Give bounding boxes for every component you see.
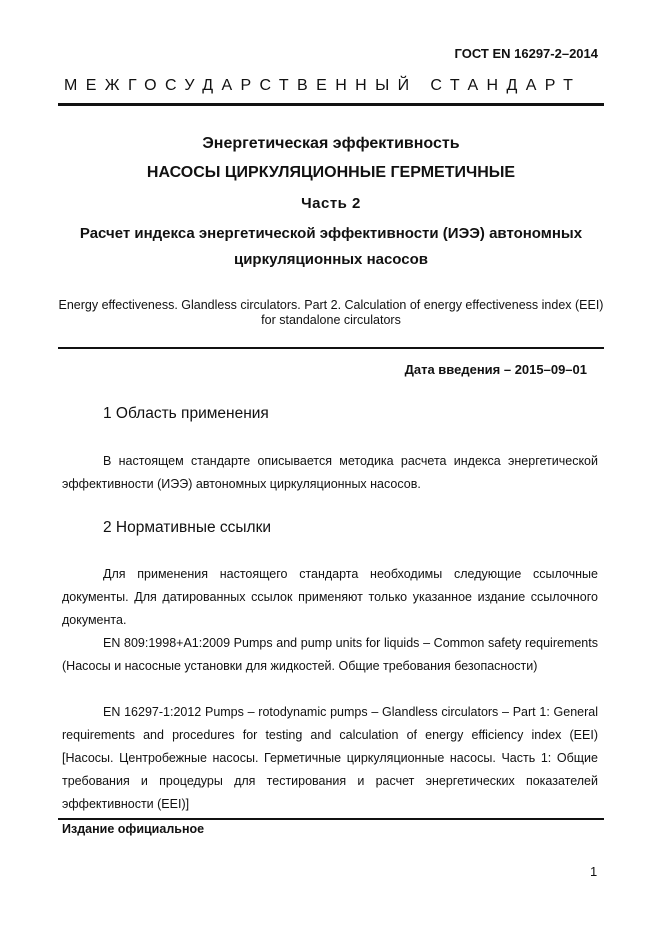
official-edition-label: Издание официальное <box>62 822 205 836</box>
title-part: Часть 2 <box>301 195 361 212</box>
paragraph-reference-en809: EN 809:1998+A1:2009 Pumps and pump units for liquids – Common safety requirements (Насосы и насосные установки для жидкостей. Общие требования безопасности) <box>62 636 598 673</box>
title-line-2: НАСОСЫ ЦИРКУЛЯЦИОННЫЕ ГЕРМЕТИЧНЫЕ <box>146 164 516 181</box>
paragraph-references-intro: Для применения настоящего стандарта необходимы следующие ссылочные документы. Для датированных ссылок применяют только указанное издание ссылочного документа. <box>62 567 598 627</box>
paragraph-reference-en16297-1: EN 16297-1:2012 Pumps – rotodynamic pumps – Glandless circulators – Part 1: General requirements and procedures for testing and calculation of energy efficiency index (EEI) [Насосы. Центробежные насосы. Герметичные циркуляционные насосы. Часть 1: Общие требования и процедуры для тестирования и расчет энергетических показателей эффективности (EEI)] <box>62 705 598 811</box>
title-line-1: Энергетическая эффективность <box>202 135 460 152</box>
footer-divider <box>58 818 604 820</box>
english-title: Energy effectiveness. Glandless circulators. Part 2. Calculation of energy effectiveness index (EEI) for standalone circulators <box>58 298 604 327</box>
page-number: 1 <box>590 864 598 879</box>
section-heading-scope: 1 Область применения <box>103 405 269 422</box>
introduction-date: Дата введения – 2015–09–01 <box>404 362 587 377</box>
document-id: ГОСТ EN 16297-2–2014 <box>454 46 598 61</box>
title-subtitle: Расчет индекса энергетической эффективности (ИЭЭ) автономных циркуляционных насосов <box>79 225 583 268</box>
title-divider <box>58 347 604 349</box>
section-heading-normative-references: 2 Нормативные ссылки <box>103 519 272 536</box>
top-divider <box>58 103 604 106</box>
paragraph-scope: В настоящем стандарте описывается методика расчета индекса энергетической эффективности (ИЭЭ) автономных циркуляционных насосов. <box>62 454 598 491</box>
interstate-standard-label: МЕЖГОСУДАРСТВЕННЫЙ СТАНДАРТ <box>64 77 582 94</box>
